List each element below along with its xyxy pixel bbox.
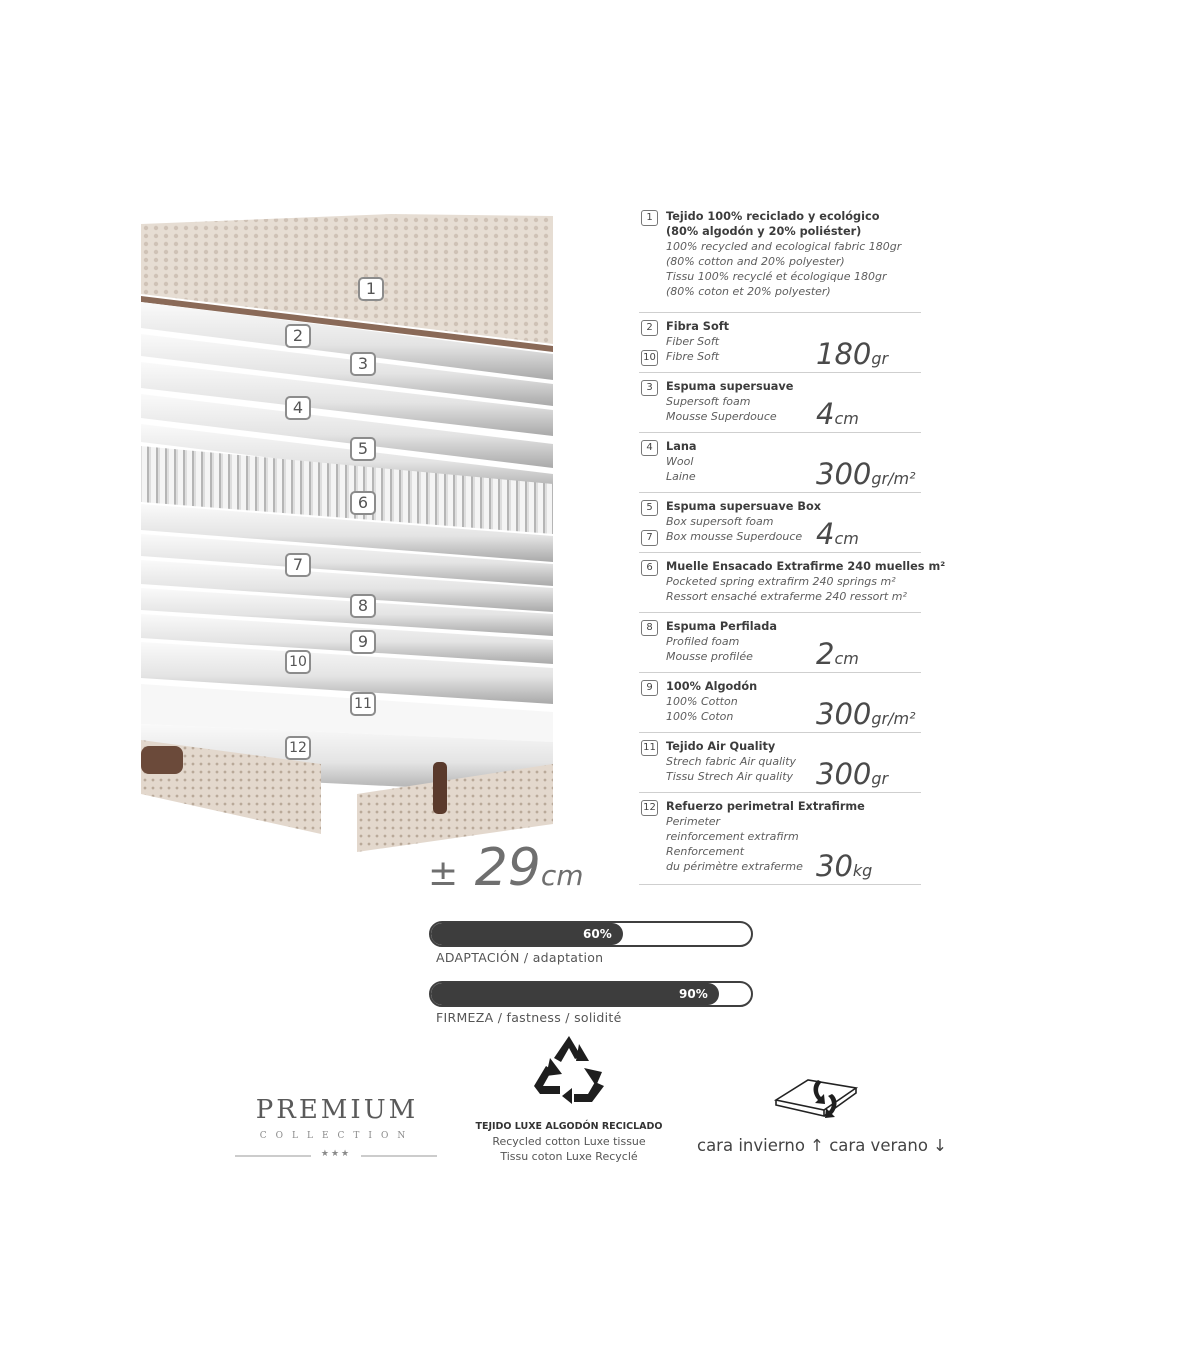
spec-value-number: 30 — [816, 849, 853, 883]
layer-number-3: 3 — [350, 352, 376, 376]
spec-detail: Fiber Soft — [666, 335, 720, 348]
spec-detail: Profiled foam — [666, 635, 740, 648]
spec-detail: reinforcement extrafirm — [666, 830, 799, 843]
spec-title: Tejido 100% reciclado y ecológico — [666, 210, 880, 223]
spec-title: Lana — [666, 440, 697, 453]
spec-detail: Tissu Strech Air quality — [666, 770, 794, 783]
spec-value-unit: gr/m² — [871, 709, 916, 728]
spec-value-unit: cm — [834, 529, 859, 548]
spec-detail: 100% Cotton — [666, 695, 738, 708]
spec-number-9: 9 — [641, 680, 658, 696]
spec-detail: Box supersoft foam — [666, 515, 774, 528]
spec-detail: Perimeter — [666, 815, 721, 828]
layer-number-10: 10 — [285, 650, 311, 674]
spec-number-8: 8 — [641, 620, 658, 636]
spec-value — [816, 637, 859, 671]
spec-row — [639, 496, 921, 553]
spec-detail: Supersoft foam — [666, 395, 751, 408]
adaptation-bar — [429, 921, 753, 947]
spec-detail: (80% coton et 20% polyester) — [666, 285, 831, 298]
handle-right — [433, 762, 447, 814]
spec-detail: Pocketed spring extrafirm 240 springs m² — [666, 575, 896, 588]
spec-value-unit: gr — [871, 769, 889, 788]
spec-detail: Ressort ensaché extraferme 240 ressort m² — [666, 590, 907, 603]
spec-number-7: 7 — [641, 530, 658, 546]
spec-value-unit: cm — [834, 409, 859, 428]
spec-detail: (80% cotton and 20% polyester) — [666, 255, 845, 268]
spec-value — [816, 517, 859, 551]
layer-number-7: 7 — [285, 553, 311, 577]
spec-number-3: 3 — [641, 380, 658, 396]
height-value: 29 — [474, 838, 541, 898]
spec-number-4: 4 — [641, 440, 658, 456]
layer-number-11: 11 — [350, 692, 376, 716]
mattress-height — [428, 838, 584, 898]
spec-detail: Wool — [666, 455, 694, 468]
spec-title-line2: (80% algodón y 20% poliéster) — [666, 225, 862, 238]
spec-detail: Mousse Superdouce — [666, 410, 777, 423]
spec-detail: Laine — [666, 470, 696, 483]
spec-value — [816, 757, 889, 791]
spec-title: Fibra Soft — [666, 320, 730, 333]
spec-title: Espuma Perfilada — [666, 620, 777, 633]
layer-number-4: 4 — [285, 396, 311, 420]
spec-value-unit: gr/m² — [871, 469, 916, 488]
spec-value-number: 300 — [816, 457, 872, 491]
spec-detail: Tissu 100% recyclé et écologique 180gr — [666, 270, 887, 283]
spec-value — [816, 457, 916, 491]
spec-value-number: 2 — [816, 637, 835, 671]
spec-number-12: 12 — [641, 800, 658, 816]
spec-value-number: 4 — [816, 517, 835, 551]
spec-title: Refuerzo perimetral Extrafirme — [666, 800, 865, 813]
spec-value — [816, 697, 916, 731]
spec-row — [639, 436, 921, 493]
layer-number-1: 1 — [358, 277, 384, 301]
handle-left — [141, 746, 183, 774]
height-unit: cm — [540, 859, 584, 892]
spec-value-unit: gr — [871, 349, 889, 368]
spec-detail: Strech fabric Air quality — [666, 755, 797, 768]
spec-value-unit: cm — [834, 649, 859, 668]
spec-row — [639, 616, 921, 673]
spec-row — [639, 736, 921, 793]
mattress-flip-icon — [772, 1072, 860, 1124]
spec-value — [816, 849, 873, 883]
spec-value-number: 180 — [816, 337, 872, 371]
spec-row — [639, 316, 921, 373]
layer-number-9: 9 — [350, 630, 376, 654]
spec-row — [639, 796, 921, 885]
spec-value — [816, 397, 859, 431]
layer-number-5: 5 — [350, 437, 376, 461]
spec-title: Tejido Air Quality — [666, 740, 776, 753]
premium-stars: ★★★ — [320, 1149, 352, 1159]
spec-detail: du périmètre extraferme — [666, 860, 803, 873]
recycle-english: Recycled cotton Luxe tissue — [492, 1135, 646, 1148]
firmness-bar-fill — [431, 983, 719, 1005]
spec-number-10: 10 — [641, 350, 658, 366]
spec-detail: 100% Coton — [666, 710, 734, 723]
spec-value-unit: kg — [852, 861, 873, 880]
spec-row — [639, 556, 946, 613]
layer-number-8: 8 — [350, 594, 376, 618]
adaptation-label: ADAPTACIÓN / adaptation — [436, 950, 604, 965]
layer-number-6: 6 — [350, 491, 376, 515]
spec-detail: Box mousse Superdouce — [666, 530, 803, 543]
recycle-title: TEJIDO LUXE ALGODÓN RECICLADO — [475, 1121, 663, 1132]
spec-row — [639, 376, 921, 433]
spec-value-number: 300 — [816, 697, 872, 731]
spec-title: Muelle Ensacado Extrafirme 240 muelles m² — [666, 560, 946, 573]
spec-row — [639, 676, 921, 733]
premium-subtitle: COLLECTION — [259, 1131, 415, 1141]
spec-title: Espuma supersuave — [666, 380, 794, 393]
spec-number-2: 2 — [641, 320, 658, 336]
recycle-french: Tissu coton Luxe Recyclé — [500, 1150, 638, 1163]
recycle-icon — [532, 1034, 606, 1104]
spec-value-number: 4 — [816, 397, 835, 431]
spec-detail: Fibre Soft — [666, 350, 720, 363]
premium-title: PREMIUM — [255, 1095, 419, 1125]
firmness-percent: 90% — [679, 987, 708, 1001]
spec-number-6: 6 — [641, 560, 658, 576]
spec-detail: Mousse profilée — [666, 650, 753, 663]
mattress-layers-illustration — [141, 184, 553, 864]
spec-title: Espuma supersuave Box — [666, 500, 821, 513]
spec-number-11: 11 — [641, 740, 658, 756]
flip-caption: cara invierno ↑ cara verano ↓ — [697, 1136, 947, 1155]
height-prefix: ± — [428, 853, 459, 894]
spec-title: 100% Algodón — [666, 680, 758, 693]
spec-value-number: 300 — [816, 757, 872, 791]
layer-number-12: 12 — [285, 736, 311, 760]
firmness-label: FIRMEZA / fastness / solidité — [436, 1010, 622, 1025]
spec-number-5: 5 — [641, 500, 658, 516]
spec-detail: Renforcement — [666, 845, 745, 858]
spec-number-1: 1 — [641, 210, 658, 226]
firmness-bar — [429, 981, 753, 1007]
spec-detail: 100% recycled and ecological fabric 180gr — [666, 240, 902, 253]
layer-number-2: 2 — [285, 324, 311, 348]
spec-value — [816, 337, 889, 371]
spec-row — [639, 206, 921, 313]
adaptation-percent: 60% — [583, 927, 612, 941]
mattress-drawing — [141, 184, 553, 864]
